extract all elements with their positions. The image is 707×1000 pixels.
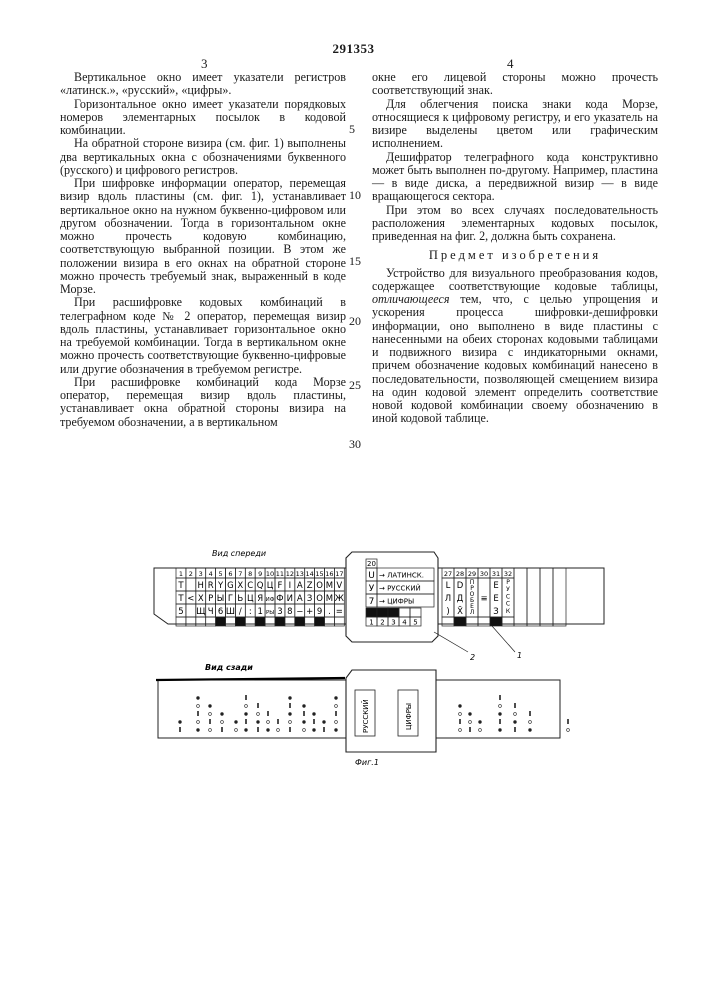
table-cell-symbol: З [493,607,498,617]
vertical-letter: Б [470,597,474,604]
code-hole-filled [235,617,245,626]
column-number: 27 [444,570,452,578]
table-cell-symbol: И [287,594,293,604]
column-number: 8 [248,570,252,578]
column-number: 16 [325,570,333,578]
code-hole-filled [454,617,466,626]
bit-number: 4 [402,619,407,627]
table-cell-symbol: З [307,594,312,604]
paragraph: При расшифровке кодовых комбинаций в телеграфном коде № 2 оператор, перемещая визир вдоль пластины, устанавливает горизонтальное окно на требуемой комбинации. Тогда в вертикальном окне можно прочесть соответствующие буквенно-цифровые или другие обозначения в требуемом регистре. [60,296,346,376]
column-number: 2 [189,570,193,578]
register-indicator: → ЛАТИНСК. [379,572,424,580]
code-hole-empty [245,617,255,626]
bit-number: 5 [413,619,417,627]
column-number: 14 [306,570,314,578]
table-cell-symbol: Ы [217,594,225,604]
window-russian-label: РУССКИЙ [361,699,370,733]
morse-dot [313,713,316,716]
column-number: 12 [286,570,294,578]
table-cell-symbol: H [198,581,204,591]
column-number: 1 [179,570,183,578]
table-cell-symbol: O [316,581,323,591]
column-number: 31 [492,570,500,578]
register-indicator: → ЦИФРЫ [379,598,414,606]
morse-dash [514,727,516,732]
morse-dash [469,727,471,732]
morse-dot [469,721,472,724]
morse-dot [459,705,462,708]
code-hole-empty [186,617,196,626]
right-column [372,71,658,426]
register-code: U [368,571,375,581]
claim-text-start: Устройство для визуального преобразования кодов, содержащее соответствующие кодовые таблицы, [372,266,658,293]
morse-dot [245,729,248,732]
morse-dash [197,711,199,716]
table-cell-symbol: 1 [257,607,262,617]
paragraph: Дешифратор телеграфного кода конструктивно может быть выполнен по-другому. Например, пластина — в виде диска, а передвижной визир — в виде вращающегося сектора. [372,151,658,204]
table-cell-symbol: G [227,581,234,591]
morse-dash [267,711,269,716]
morse-dash [567,719,569,724]
morse-dot [499,705,502,708]
line-number: 5 [349,122,355,137]
bit-number: 1 [369,619,373,627]
line-number: 10 [349,188,361,203]
code-hole-empty [325,617,335,626]
morse-dash [257,727,259,732]
table-cell-symbol: A [297,581,303,591]
table-cell-symbol: Ц [247,594,254,604]
morse-dash [179,727,181,732]
table-cell-symbol: V [336,581,342,591]
morse-dot [469,713,472,716]
table-cell [540,568,553,626]
table-cell-symbol: E [493,594,498,604]
table-cell-symbol: О [316,594,323,604]
vertical-letter: П [470,579,475,586]
table-cell-symbol: L [446,581,451,591]
vertical-letter: К [506,608,511,615]
table-cell-symbol: T [177,581,184,591]
morse-dot [235,721,238,724]
left-column-number: 3 [201,56,208,72]
code-hole-filled [275,617,285,626]
morse-dot [221,713,224,716]
morse-dot [197,729,200,732]
table-cell-symbol: 9 [317,607,322,617]
morse-dash [499,719,501,724]
bit-filled [388,608,399,617]
vertical-letter: Л [470,609,475,616]
code-hole-empty [334,617,344,626]
vertical-letter: Р [470,585,474,592]
paragraph: Горизонтальное окно имеет указатели порядковых номеров элементарных посылок в кодовой комбинации. [60,98,346,138]
table-cell-symbol: Х [198,594,204,604]
table-cell-symbol: Ь [237,594,243,604]
morse-dash [245,695,247,700]
morse-dot [277,729,280,732]
morse-dot [499,729,502,732]
morse-dot [303,721,306,724]
claim-text-end: тем, что, с целью упрощения и ускорения процесса шифровки-дешифровки информации, оно выполнено в виде пластины с нанесенными на обеих сторонах кодовыми таблицами и подвижного визира с индикаторными окнами, причем обозначение кодовых комбинаций нанесено в последовательности, позволяющей смещением визира на один кодовой элемент определить соответствие новой кодовой комбинации своему обозначению в иной кодовой таблице. [372,292,658,425]
code-hole-filled [255,617,265,626]
morse-dash [209,719,211,724]
column-number: 11 [276,570,284,578]
figure-1 [0,520,707,780]
column-number: 6 [228,570,232,578]
column-number: 20 [367,560,376,568]
morse-dot [303,705,306,708]
claim-emphasis: отличающееся [372,292,449,306]
morse-dot [459,729,462,732]
vertical-letter: Е [470,603,474,610]
morse-dot [335,705,338,708]
morse-dot [197,697,200,700]
morse-dot [257,713,260,716]
front-view-label: Вид спереди [212,549,266,558]
table-cell-symbol: Z [307,581,313,591]
code-hole-filled [216,617,226,626]
code-hole-filled [295,617,305,626]
bit-number: 2 [380,619,384,627]
paragraph: При расшифровке комбинаций кода Морзе оператор, перемещая визир вдоль пластины, устанавливает окна обратной стороны визира на требуемом обозначении, а в вертикальном [60,376,346,429]
reference-plate: 1 [517,651,522,660]
table-cell-symbol: Y [217,581,224,591]
line-number: 15 [349,254,361,269]
table-cell-symbol: < [187,594,194,604]
figure-caption: Фиг.1 [355,758,379,767]
table-cell-symbol: − [296,607,303,617]
morse-dot [529,721,532,724]
code-hole-empty [265,617,275,626]
morse-dash [257,703,259,708]
table-cell-symbol: M [326,581,333,591]
morse-dash [313,719,315,724]
column-number: 5 [218,570,222,578]
line-number: 30 [349,437,361,452]
table-cell-symbol: : [249,607,252,617]
table-cell-symbol: Ц [267,581,274,591]
morse-dot [567,729,570,732]
code-hole-filled [315,617,325,626]
reference-slider: 2 [470,653,475,662]
morse-dot [313,729,316,732]
column-number: 9 [258,570,262,578]
table-cell [514,568,527,626]
morse-dot [335,697,338,700]
morse-dash [221,727,223,732]
table-cell-symbol: 8 [287,607,292,617]
morse-dot [303,729,306,732]
table-cell-symbol: X̄ [457,605,463,617]
morse-dot [179,721,182,724]
table-cell-symbol: Я [257,594,263,604]
table-cell-symbol: 3 [277,607,282,617]
morse-dot [514,721,517,724]
table-cell-symbol: R [208,581,214,591]
table-cell-symbol: X [237,581,243,591]
morse-dot [529,729,532,732]
column-number: 32 [504,570,512,578]
paragraph: окне его лицевой стороны можно прочесть соответствующий знак. [372,71,658,98]
morse-dot [267,729,270,732]
vertical-letter: О [470,591,475,598]
table-cell-symbol: Ч [208,607,214,617]
table-cell-symbol: + [306,607,313,617]
morse-dot [235,729,238,732]
paragraph: При этом во всех случаях последовательность расположения элементарных кодовых посылок, приведенная на фиг. 2, должна быть сохранена. [372,204,658,244]
table-cell-symbol: Q [257,581,264,591]
morse-dot [514,713,517,716]
morse-dot [209,705,212,708]
table-cell-symbol: ) [446,607,449,617]
table-cell-symbol: Щ [196,607,205,617]
morse-dot [245,713,248,716]
table-cell-symbol: C [247,581,253,591]
claims-heading: Предмет изобретения [372,249,658,262]
code-hole-empty [285,617,295,626]
register-indicator: → РУССКИЙ [379,584,421,593]
table-cell [186,604,196,617]
table-cell [186,578,196,591]
morse-dot [221,721,224,724]
code-hole-empty [196,617,206,626]
table-cell-symbol: Ш [226,607,235,617]
column-number: 30 [480,570,488,578]
line-number: 25 [349,378,361,393]
front-view [154,549,604,662]
table-cell-symbol: Ж [335,594,344,604]
table-cell-symbol: М [326,594,333,604]
bit-filled [366,608,377,617]
morse-dot [479,729,482,732]
left-column [60,71,346,429]
morse-dash [499,695,501,700]
code-hole-empty [206,617,216,626]
back-view-label: Вид сзади [205,663,253,672]
table-cell-symbol: ИФ [266,597,275,603]
morse-dash [459,719,461,724]
table-cell-symbol: E [493,581,498,591]
morse-dash [303,711,305,716]
morse-dot [459,713,462,716]
morse-dash [335,711,337,716]
paragraph: При шифровке информации оператор, перемещая визир вдоль пластины (см. фиг. 1), устанавливает вертикальное окно на нужном буквенно-цифровом или другом обозначении. Тогда в горизонтальном окне можно прочесть кодовую комбинацию, соответствующую выбранной позиции. В этом же положении визира в его окнах на обратной стороне можно прочесть требуемый знак, выраженный в коде Морзе. [60,177,346,296]
table-cell-symbol: 5 [178,607,183,617]
back-view [156,663,569,767]
morse-dot [479,721,482,724]
table-cell-symbol: . [328,607,331,617]
column-number: 15 [315,570,323,578]
code-hole-empty [478,617,490,626]
code-hole-empty [176,617,186,626]
right-column-number: 4 [507,56,514,72]
code-hole-empty [466,617,478,626]
table-cell-symbol: / [239,607,242,617]
table-cell-symbol: F [278,581,283,591]
table-cell-symbol: Д [457,594,464,604]
column-number: 17 [335,570,343,578]
morse-dot [257,721,260,724]
table-cell-symbol: Ф [276,594,283,604]
leader-line [434,626,515,652]
paragraph: Вертикальное окно имеет указатели регистров «латинск.», «русский», «цифры». [60,71,346,98]
morse-dot [335,721,338,724]
bit-filled [377,608,388,617]
table-cell-symbol: T [177,594,184,604]
table-cell-symbol: Г [228,594,233,604]
morse-dot [267,721,270,724]
bit-number: 3 [391,619,395,627]
table-cell-symbol: Р [208,594,213,604]
column-number: 4 [209,570,213,578]
morse-dot [335,729,338,732]
column-number: 7 [238,570,242,578]
patent-number: 291353 [0,41,707,57]
morse-dot [245,705,248,708]
morse-dot [209,713,212,716]
column-number: 10 [266,570,274,578]
line-number: 20 [349,314,361,329]
table-cell [553,568,566,626]
table-cell-symbol: ≡ [480,594,487,604]
code-hole-empty [442,617,454,626]
table-cell [527,568,540,626]
morse-dash [289,703,291,708]
code-hole-filled [490,617,502,626]
register-code: 7 [369,597,375,607]
table-cell-symbol: I [289,581,292,591]
column-number: 29 [468,570,476,578]
code-hole-empty [226,617,236,626]
morse-dot [499,713,502,716]
vertical-letter: Р [506,579,510,586]
morse-dash [529,711,531,716]
morse-dash [323,727,325,732]
table-cell-symbol: D [457,581,464,591]
morse-dot [209,729,212,732]
window-digits-label: ЦИФРЫ [405,703,413,730]
table-cell-symbol: А [297,594,303,604]
paragraph: На обратной стороне визира (см. фиг. 1) выполнены два вертикальных окна с обозначениями буквенного (русского) и цифрового регистров. [60,137,346,177]
morse-dot [289,697,292,700]
morse-dot [197,721,200,724]
column-number: 13 [296,570,304,578]
column-number: 28 [456,570,464,578]
morse-dot [289,721,292,724]
morse-dot [289,713,292,716]
column-number: 3 [199,570,203,578]
register-code: У [369,584,375,594]
slider-back [346,670,436,752]
table-cell-symbol: Л [445,594,451,604]
code-hole-empty [305,617,315,626]
paragraph: Для облегчения поиска знаки кода Морзе, относящиеся к цифровому регистру, и его указатель на визире выделены цветом или графическим исполнением. [372,98,658,151]
table-cell-symbol: = [336,607,343,617]
vertical-letter: С [506,593,510,600]
vertical-letter: У [506,586,510,593]
morse-dash [514,703,516,708]
table-cell-symbol: 6 [218,607,223,617]
morse-dot [197,705,200,708]
vertical-letter: С [506,601,510,608]
morse-dash [245,719,247,724]
claim-text [372,267,658,426]
table-cell-symbol: РЫ [266,610,274,616]
morse-dot [323,721,326,724]
morse-dash [289,727,291,732]
code-hole-empty [502,617,514,626]
morse-dash [277,719,279,724]
